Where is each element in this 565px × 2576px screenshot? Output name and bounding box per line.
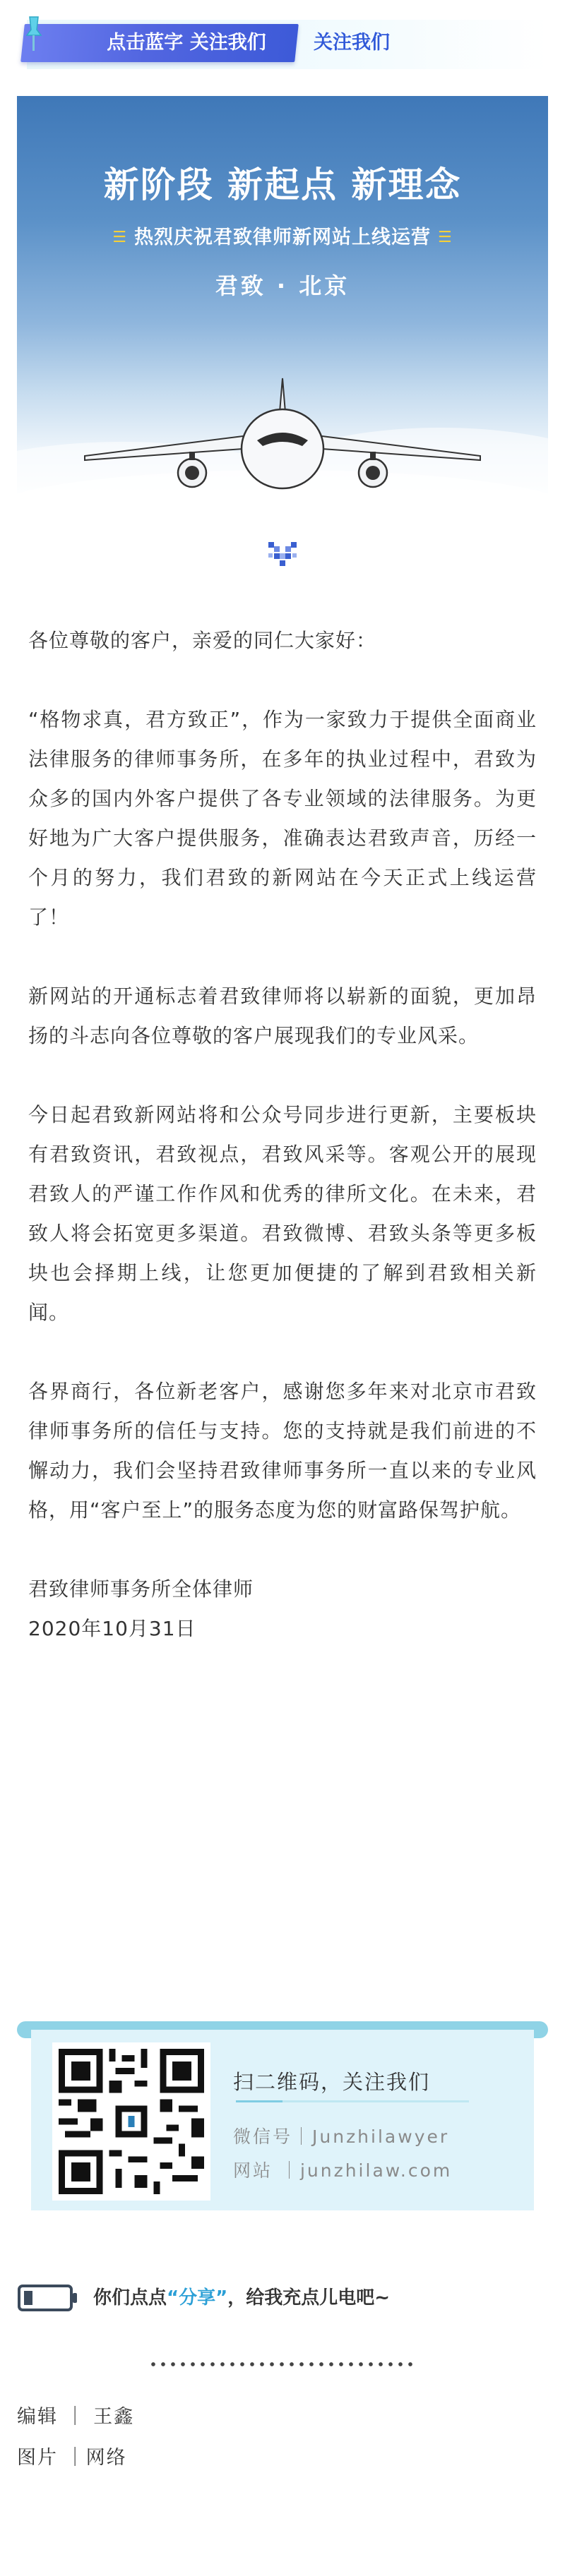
- article-signature: 君致律师事务所全体律师: [28, 1577, 254, 1601]
- dotted-divider: [148, 2361, 417, 2367]
- article-paragraph: “格物求真，君方致正”，作为一家致力于提供全面商业法律服务的律师事务所，在多年的执业过程中，君致为众多的国内外客户提供了各专业领域的法律服务。为更好地为广大客户提供服务，准确表达君致声音，历经一个月的努力，我们君致的新网站在今天正式上线运营了！: [28, 708, 537, 929]
- qr-card-divider: [236, 2100, 469, 2102]
- follow-bar: [17, 14, 548, 72]
- article-body: [28, 621, 537, 1649]
- follow-button-label[interactable]: 点击蓝字 关注我们: [107, 32, 266, 54]
- image-credit: 图片 ｜网络: [17, 2447, 127, 2469]
- banner-subtitle-text: 热烈庆祝君致律师新网站上线运营: [134, 227, 431, 248]
- article-paragraph: 今日起君致新网站将和公众号同步进行更新，主要板块有君致资讯，君致视点，君致风采等。客观公开的展现君致人的严谨工作作风和优秀的律所文化。在未来，君致人将会拓宽更多渠道。君致微博、君致头条等更多板块也会择期上线，让您更加便捷的了解到君致相关新闻。: [28, 1103, 537, 1324]
- hero-banner: [17, 96, 548, 508]
- qr-card-title: 扫二维码，关注我们: [233, 2070, 431, 2094]
- right-deco-icon: ☰: [438, 229, 453, 246]
- heart-icon: [266, 538, 299, 572]
- share-prefix: 你们点点: [93, 2287, 167, 2309]
- airplane-image: [17, 308, 548, 508]
- share-suffix: ，给我充点儿电吧~: [227, 2287, 390, 2309]
- pin-icon: [17, 14, 49, 54]
- editor-credit: 编辑 ｜ 王鑫: [17, 2406, 135, 2428]
- article-date: 2020年10月31日: [28, 1617, 196, 1640]
- website-url[interactable]: 网站 ｜junzhilaw.com: [233, 2160, 453, 2181]
- article-greeting: 各位尊敬的客户，亲爱的同仁大家好：: [28, 629, 377, 652]
- banner-title: 新阶段 新起点 新理念: [103, 164, 462, 205]
- share-prompt: [93, 2282, 390, 2313]
- qr-card: [31, 2030, 534, 2210]
- battery-icon: [17, 2282, 79, 2313]
- article-paragraph: 新网站的开通标志着君致律师将以崭新的面貌，更加昂扬的斗志向各位尊敬的客户展现我们的专业风采。: [28, 985, 537, 1047]
- wechat-id: 微信号｜Junzhilawyer: [233, 2126, 450, 2147]
- left-deco-icon: ☰: [112, 229, 127, 246]
- qr-code-image[interactable]: [52, 2042, 210, 2201]
- banner-subtitle: [17, 222, 548, 249]
- banner-location: 君致 · 北京: [215, 272, 350, 299]
- qr-card-info: [233, 2120, 452, 2188]
- follow-label[interactable]: 关注我们: [314, 32, 390, 54]
- article-paragraph: 各界商行，各位新老客户，感谢您多年来对北京市君致律师事务所的信任与支持。您的支持就是我们前进的不懈动力，我们会坚持君致律师事务所一直以来的专业风格，用“客户至上”的服务态度为您的财富路保驾护航。: [28, 1380, 537, 1522]
- share-highlight[interactable]: “分享”: [167, 2287, 228, 2309]
